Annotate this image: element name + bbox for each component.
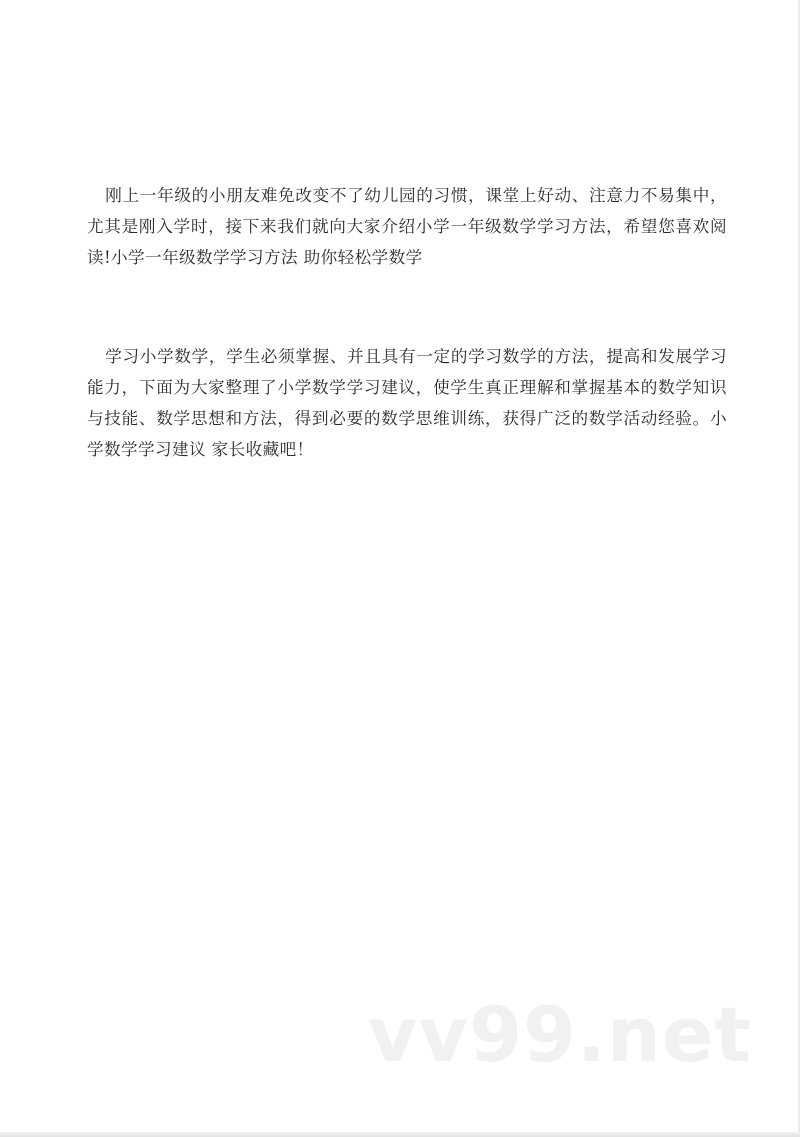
watermark-text: vv99.net bbox=[368, 990, 752, 1079]
page-edge-bottom bbox=[0, 1132, 800, 1137]
study-advice-paragraph: 学习小学数学，学生必须掌握、并且具有一定的学习数学的方法，提高和发展学习能力，下面为大家整理了小学数学学习建议，使学生真正理解和掌握基本的数学知识与技能、数学思想和方法，得到必要的数学思维训练，获得广泛的数学活动经验。小学数学学习建议 家长收藏吧！ bbox=[87, 347, 727, 459]
intro-paragraph: 刚上一年级的小朋友难免改变不了幼儿园的习惯，课堂上好动、注意力不易集中，尤其是刚入学时，接下来我们就向大家介绍小学一年级数学学习方法，希望您喜欢阅读!小学一年级数学学习方法 助你轻松学数学 bbox=[87, 186, 727, 267]
